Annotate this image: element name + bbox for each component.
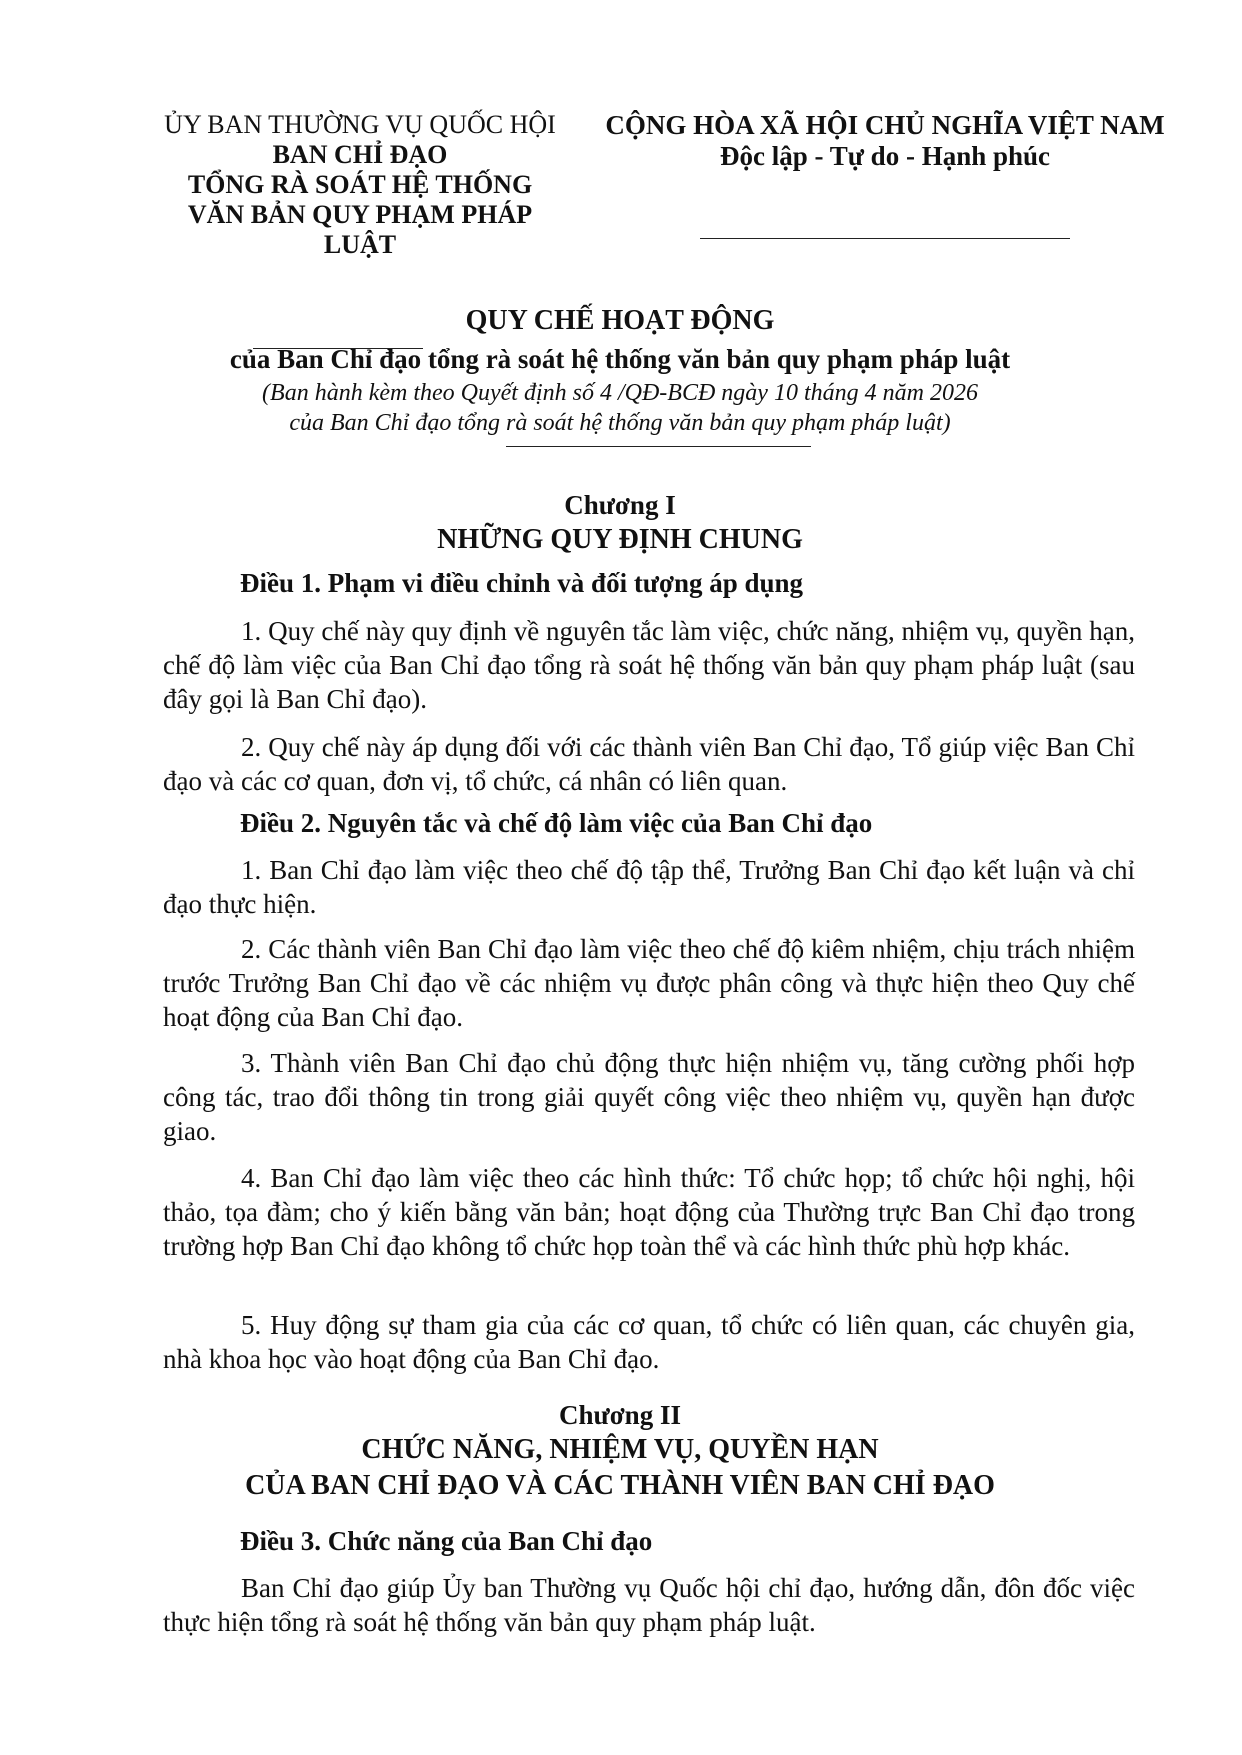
- article-2-paragraph-1: 1. Ban Chỉ đạo làm việc theo chế độ tập thể, Trưởng Ban Chỉ đạo kết luận và chỉ đạo thực hiện.: [163, 855, 1135, 919]
- title-sub: của Ban Chỉ đạo tổng rà soát hệ thống văn bản quy phạm pháp luật: [229, 344, 1011, 374]
- article-2-paragraph-3: 3. Thành viên Ban Chỉ đạo chủ động thực hiện nhiệm vụ, tăng cường phối hợp công tác, trao đổi thông tin trong giải quyết công việc theo nhiệm vụ, quyền hạn được giao.: [163, 1048, 1135, 1146]
- chapter-2-name-line2: CỦA BAN CHỈ ĐẠO VÀ CÁC THÀNH VIÊN BAN CHỈ ĐẠO: [245, 1470, 995, 1501]
- article-2-heading: Điều 2. Nguyên tắc và chế độ làm việc của Ban Chỉ đạo: [240, 808, 873, 838]
- chapter-2-heading: [150, 1398, 1090, 1504]
- motto-underline: [700, 238, 1070, 239]
- decision-reference: (Ban hành kèm theo Quyết định số 4 /QĐ-BCĐ ngày 10 tháng 4 năm 2026: [262, 380, 978, 406]
- chapter-2-name-line1: CHỨC NĂNG, NHIỆM VỤ, QUYỀN HẠN: [361, 1434, 879, 1465]
- national-motto: [590, 110, 1180, 172]
- article-2-paragraph-4: 4. Ban Chỉ đạo làm việc theo các hình thức: Tổ chức họp; tổ chức hội nghị, hội thảo, tọa đàm; cho ý kiến bằng văn bản; hoạt động của Thường trực Ban Chỉ đạo trong trường hợp Ban Chỉ đạo không tổ chức họp toàn thể và các hình thức phù hợp khác.: [163, 1163, 1135, 1261]
- article-1-paragraph-1: 1. Quy chế này quy định về nguyên tắc làm việc, chức năng, nhiệm vụ, quyền hạn, chế độ làm việc của Ban Chỉ đạo tổng rà soát hệ thống văn bản quy phạm pháp luật (sau đây gọi là Ban Chỉ đạo).: [163, 616, 1135, 714]
- motto: Độc lập - Tự do - Hạnh phúc: [719, 141, 1051, 171]
- title-main: QUY CHẾ HOẠT ĐỘNG: [465, 305, 775, 336]
- title-underline: [506, 446, 811, 447]
- article-3-paragraph-1: Ban Chỉ đạo giúp Ủy ban Thường vụ Quốc hội chỉ đạo, hướng dẫn, đôn đốc việc thực hiện tổng rà soát hệ thống văn bản quy phạm pháp luật.: [163, 1573, 1135, 1637]
- agency-name-line3: VĂN BẢN QUY PHẠM PHÁP LUẬT: [187, 200, 533, 259]
- country-name: CỘNG HÒA XÃ HỘI CHỦ NGHĨA VIỆT NAM: [605, 110, 1165, 140]
- chapter-1-heading: [150, 488, 1090, 558]
- document-title: [150, 302, 1090, 438]
- article-1-paragraph-2: 2. Quy chế này áp dụng đối với các thành viên Ban Chỉ đạo, Tổ giúp việc Ban Chỉ đạo và các cơ quan, đơn vị, tổ chức, cá nhân có liên quan.: [163, 732, 1135, 796]
- article-2-paragraph-5: 5. Huy động sự tham gia của các cơ quan, tổ chức có liên quan, các chuyên gia, nhà khoa học vào hoạt động của Ban Chỉ đạo.: [163, 1310, 1135, 1374]
- article-1-heading: Điều 1. Phạm vi điều chỉnh và đối tượng áp dụng: [240, 568, 804, 598]
- chapter-2-label: Chương II: [559, 1400, 681, 1430]
- chapter-1-label: Chương I: [564, 490, 676, 520]
- issuing-agency: [150, 110, 570, 260]
- article-2-paragraph-2: 2. Các thành viên Ban Chỉ đạo làm việc theo chế độ kiêm nhiệm, chịu trách nhiệm trước Trưởng Ban Chỉ đạo về các nhiệm vụ được phân công và thực hiện theo Quy chế hoạt động của Ban Chỉ đạo.: [163, 934, 1135, 1032]
- agency-name-line2: TỔNG RÀ SOÁT HỆ THỐNG: [187, 170, 533, 199]
- document-header: [150, 110, 1180, 259]
- chapter-1-name: NHỮNG QUY ĐỊNH CHUNG: [437, 524, 803, 555]
- article-3-heading: Điều 3. Chức năng của Ban Chỉ đạo: [240, 1526, 653, 1556]
- agency-name-line1: BAN CHỈ ĐẠO: [272, 140, 448, 169]
- parent-agency: ỦY BAN THƯỜNG VỤ QUỐC HỘI: [164, 110, 556, 139]
- decision-issuer: của Ban Chỉ đạo tổng rà soát hệ thống văn bản quy phạm pháp luật): [289, 410, 951, 436]
